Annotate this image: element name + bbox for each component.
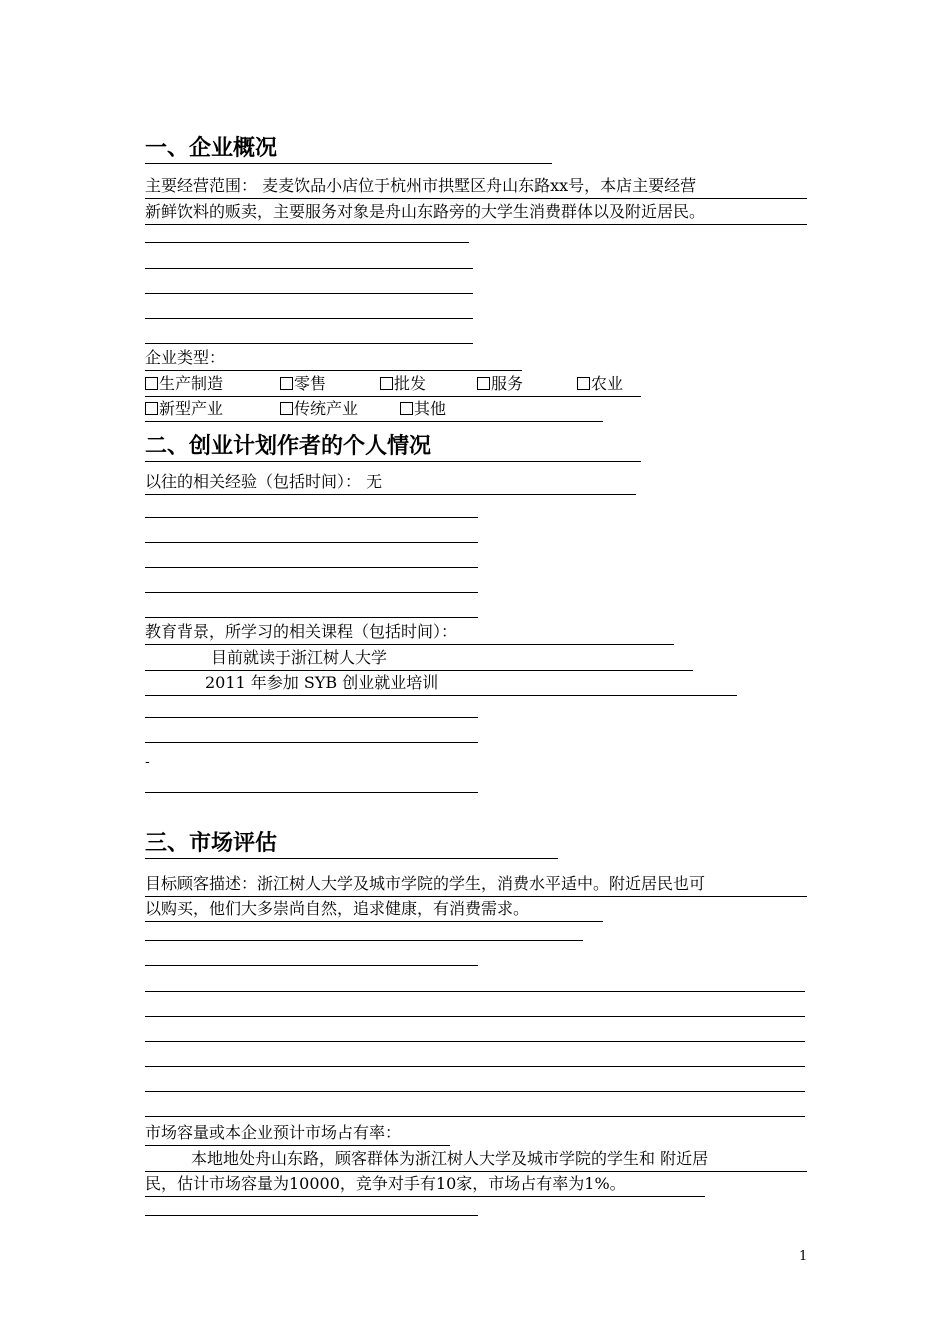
blank-line: [145, 542, 478, 543]
checkbox-option[interactable]: 传统产业: [280, 397, 358, 421]
blank-line: [145, 517, 478, 518]
blank-line: [145, 991, 805, 992]
checkbox-icon[interactable]: [577, 377, 590, 390]
blank-line: [145, 567, 478, 568]
blank-line: [145, 1066, 805, 1067]
blank-line: [145, 965, 478, 966]
business-scope-line-2: 新鲜饮料的贩卖，主要服务对象是舟山东路旁的大学生消费群体以及附近居民。: [145, 200, 807, 225]
section-2-title: 二、创业计划作者的个人情况: [145, 433, 641, 462]
market-capacity-line-2: 民，估计市场容量为10000，竞争对手有10家，市场占有率为1%。: [145, 1172, 705, 1197]
blank-line: [145, 717, 478, 718]
checkbox-icon[interactable]: [477, 377, 490, 390]
dash-mark: -: [145, 754, 150, 770]
blank-line: [145, 343, 473, 344]
experience-line: 以往的相关经验（包括时间）： 无: [145, 470, 636, 495]
blank-line: [145, 268, 473, 269]
enterprise-type-row-1: [145, 372, 641, 397]
checkbox-icon[interactable]: [400, 402, 413, 415]
enterprise-type-row-2: [145, 397, 603, 422]
checkbox-option[interactable]: 其他: [400, 397, 446, 421]
checkbox-option[interactable]: 零售: [280, 372, 326, 396]
checkbox-option[interactable]: 服务: [477, 372, 523, 396]
education-text-1: 目前就读于浙江树人大学: [211, 648, 388, 667]
checkbox-icon[interactable]: [280, 402, 293, 415]
target-customer-line-1: 目标顾客描述：浙江树人大学及城市学院的学生，消费水平适中。附近居民也可: [145, 872, 807, 897]
checkbox-icon[interactable]: [145, 402, 158, 415]
market-capacity-label: 市场容量或本企业预计市场占有率：: [145, 1121, 450, 1146]
blank-line: [145, 592, 478, 593]
blank-line: [145, 242, 469, 243]
checkbox-option[interactable]: 批发: [380, 372, 426, 396]
checkbox-icon[interactable]: [280, 377, 293, 390]
checkbox-option[interactable]: 农业: [577, 372, 623, 396]
blank-line: [145, 940, 583, 941]
checkbox-option[interactable]: 新型产业: [145, 397, 223, 421]
market-capacity-line-1: [145, 1147, 807, 1172]
blank-line: [145, 1215, 478, 1216]
page-number: 1: [799, 1249, 808, 1264]
blank-line: [145, 617, 478, 618]
blank-line: [145, 792, 478, 793]
checkbox-icon[interactable]: [380, 377, 393, 390]
blank-line: [145, 318, 473, 319]
education-label: 教育背景，所学习的相关课程（包括时间）：: [145, 620, 674, 645]
education-line-2: [145, 671, 737, 696]
section-3-title: 三、市场评估: [145, 830, 558, 859]
business-scope-line-1: 主要经营范围： 麦麦饮品小店位于杭州市拱墅区舟山东路xx号，本店主要经营: [145, 174, 807, 199]
blank-line: [145, 742, 478, 743]
checkbox-option[interactable]: 生产制造: [145, 372, 223, 396]
blank-line: [145, 1016, 805, 1017]
education-line-1: [145, 646, 693, 671]
section-1-title: 一、企业概况: [145, 135, 552, 164]
blank-line: [145, 293, 473, 294]
target-customer-line-2: 以购买，他们大多崇尚自然，追求健康，有消费需求。: [145, 897, 603, 922]
education-text-2: 2011 年参加 SYB 创业就业培训: [205, 673, 439, 692]
market-capacity-text-1: 本地地处舟山东路，顾客群体为浙江树人大学及城市学院的学生和 附近居: [191, 1149, 709, 1168]
checkbox-icon[interactable]: [145, 377, 158, 390]
blank-line: [145, 1091, 805, 1092]
blank-line: [145, 1041, 805, 1042]
enterprise-type-label: 企业类型：: [145, 346, 522, 371]
blank-line: [145, 1116, 805, 1117]
